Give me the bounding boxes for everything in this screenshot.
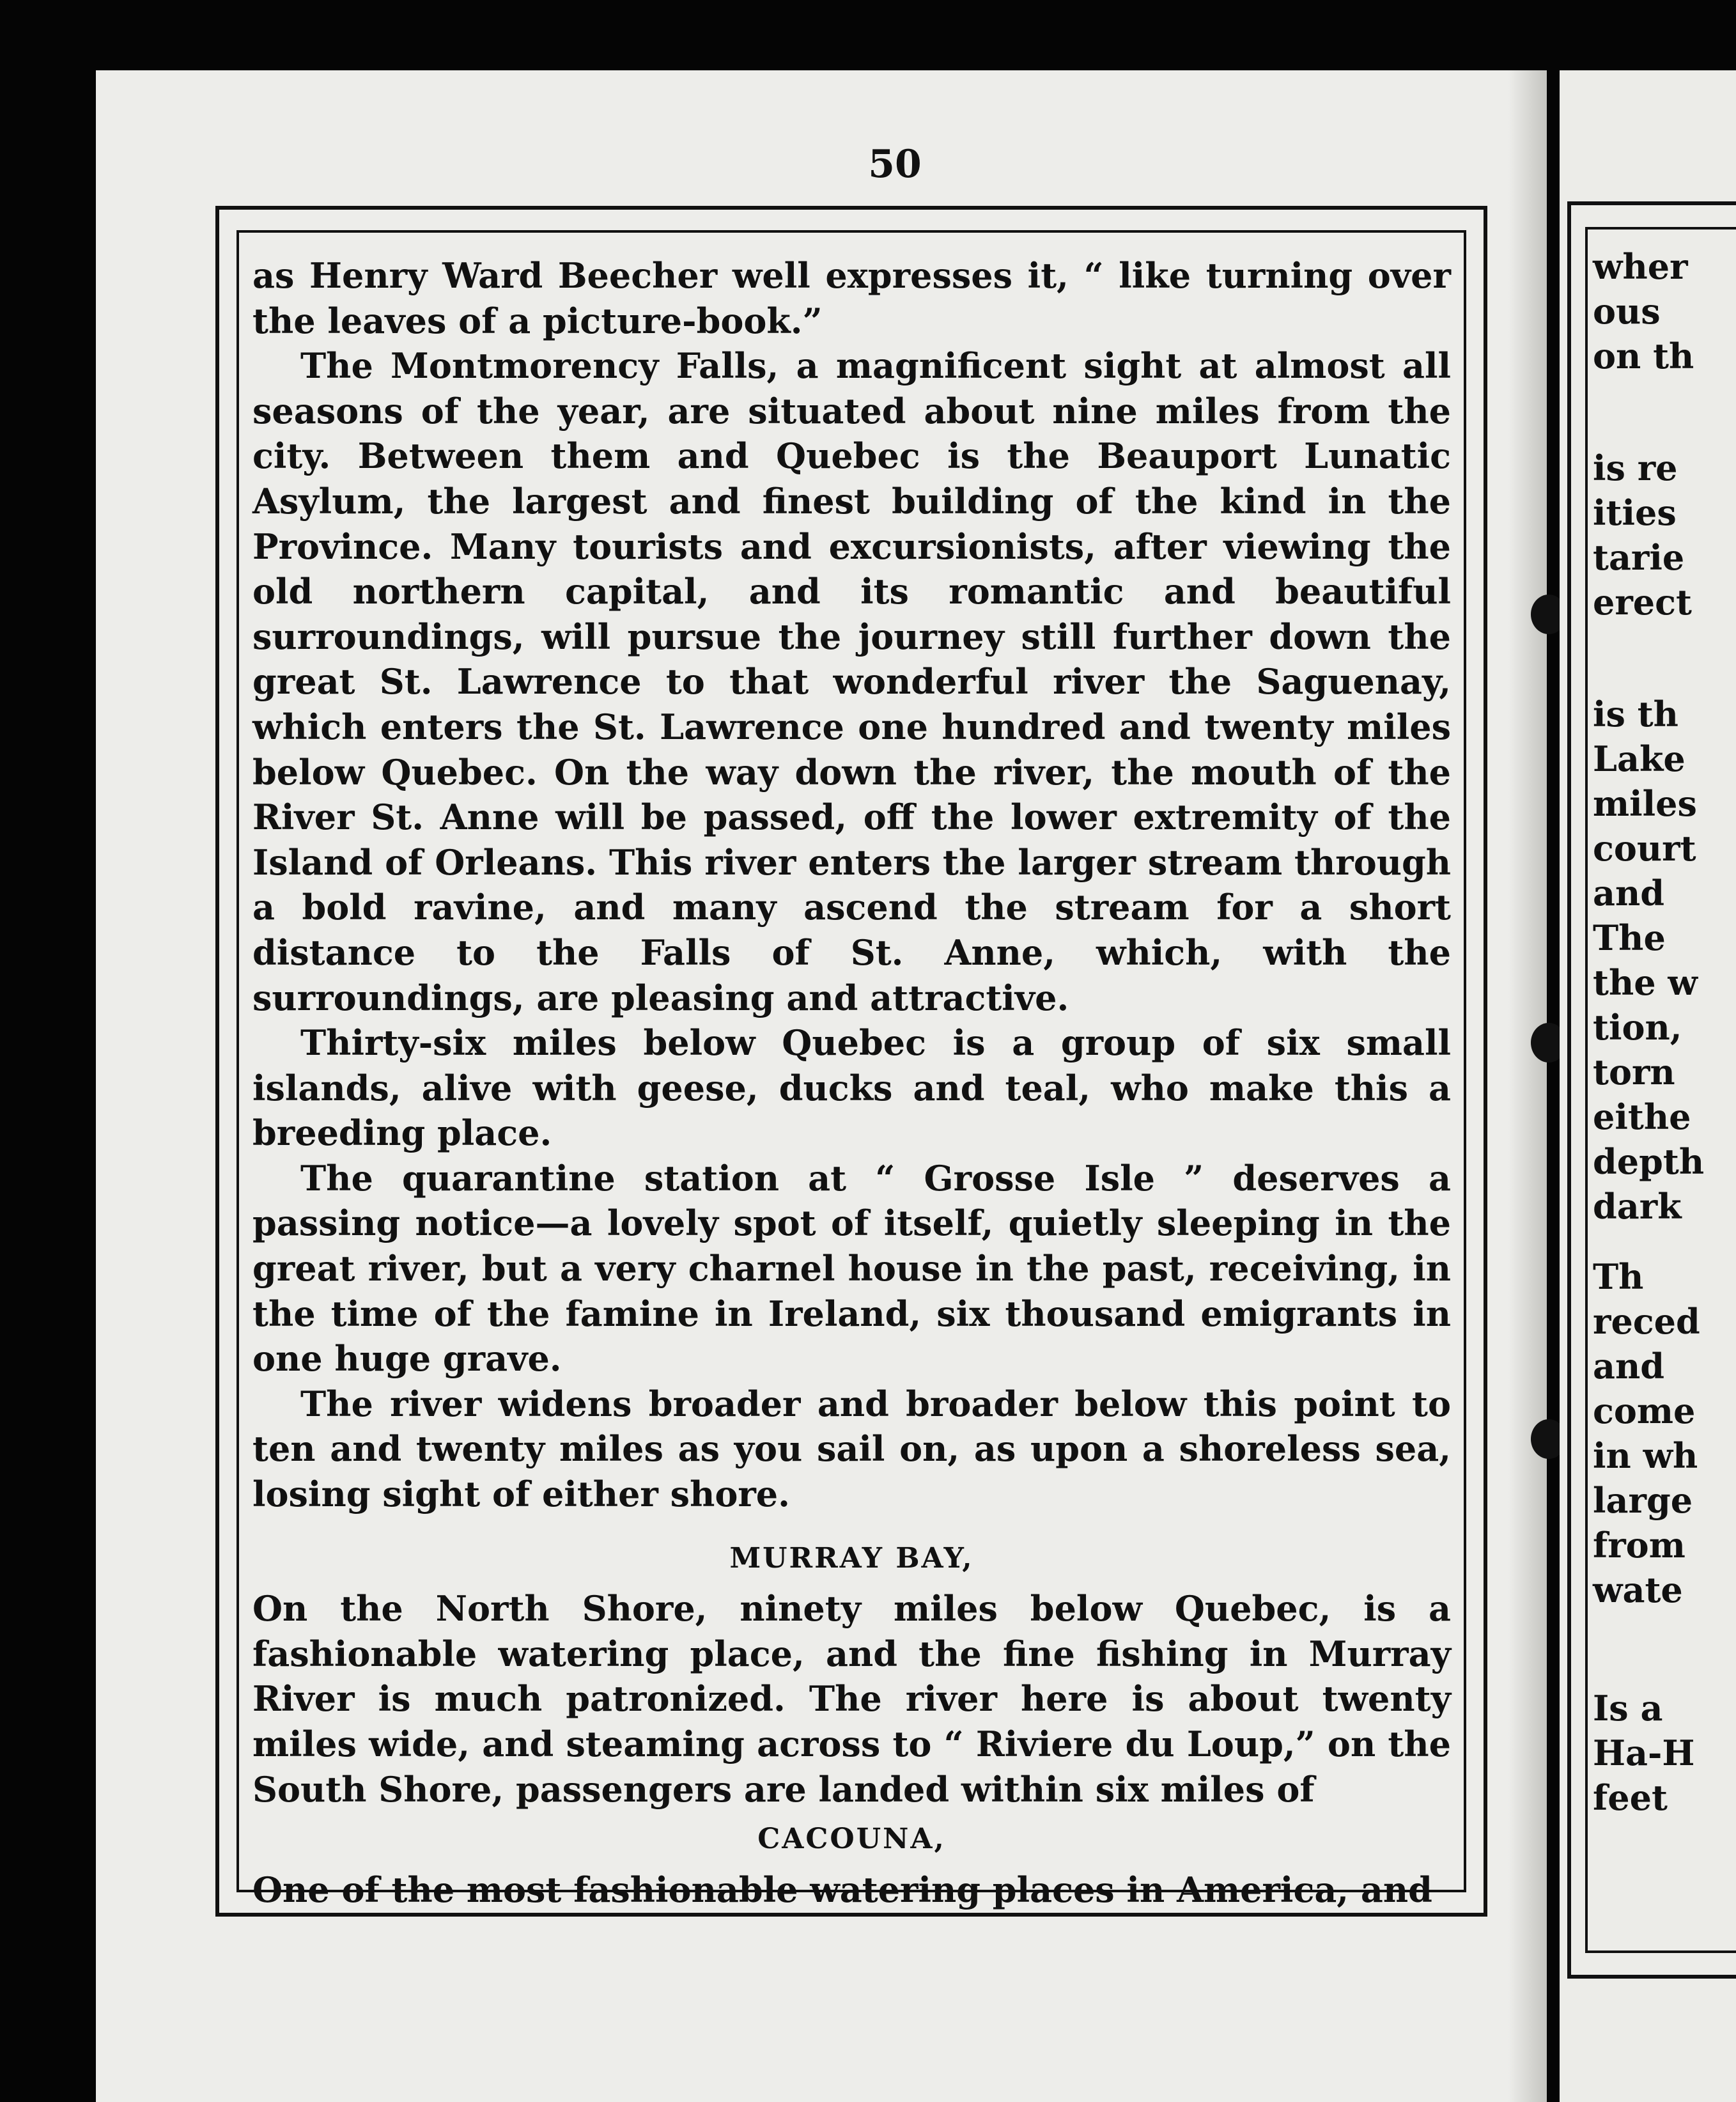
right-page-line-fragment: in wh: [1593, 1435, 1698, 1476]
right-page-line-fragment: reced: [1593, 1301, 1700, 1342]
right-page-line-fragment: large: [1593, 1480, 1693, 1521]
right-page-line-fragment: miles: [1593, 783, 1697, 824]
right-page-line-fragment: Lake: [1593, 738, 1686, 779]
page-text-body: [252, 253, 1451, 1912]
right-page-line-fragment: come: [1593, 1390, 1696, 1431]
right-page-line-fragment: on th: [1593, 336, 1694, 377]
right-page-line-fragment: tion,: [1593, 1007, 1682, 1048]
right-page-line-fragment: wher: [1593, 246, 1688, 287]
right-page-line-fragment: and: [1593, 1346, 1665, 1387]
right-page-partial: [1560, 70, 1736, 2102]
page-number: 50: [868, 142, 922, 187]
paragraph: The quarantine station at “ Grosse Isle ” deserves a passing notice—a lovely spot of itself, quietly sleeping in the great river, but a very charnel house in the past, receiving, in the time of the famine in Ireland, six thousand emigrants in one huge grave.: [252, 1157, 1451, 1380]
right-page-line-fragment: dark: [1593, 1186, 1682, 1227]
spacer: [252, 1812, 1451, 1817]
right-page-line-fragment: depth: [1593, 1141, 1705, 1182]
paragraph: The Montmorency Falls, a magnificent sight at almost all seasons of the year, are situated about nine miles from the city. Between them and Quebec is the Beauport Lunatic Asylum, the largest and finest building of the kind in the Province. Many tourists and excursionists, after viewing the old northern capital, and its romantic and beautiful surroundings, will pursue the journey still further down the great St. Lawrence to that wonderful river the Saguenay, which enters the St. Lawrence one hundred and twenty miles below Quebec. On the way down the river, the mouth of the River St. Anne will be passed, off the lower extremity of the Island of Orleans. This river enters the larger stream through a bold ravine, and many ascend the stream for a short distance to the Falls of St. Anne, which, with the surroundings, are pleasing and attractive.: [252, 345, 1451, 1018]
right-page-line-fragment: the w: [1593, 962, 1698, 1003]
right-page-line-fragment: Ha-H: [1593, 1732, 1695, 1773]
right-page-line-fragment: Th: [1593, 1256, 1644, 1297]
section-heading: CACOUNA,: [757, 1823, 946, 1856]
spacer: [252, 1517, 1451, 1536]
right-page-line-fragment: court: [1593, 828, 1696, 869]
right-page-line-fragment: and: [1593, 873, 1665, 914]
right-page-line-fragment: wate: [1593, 1569, 1683, 1610]
book-spine: [1547, 58, 1560, 2102]
right-page-line-fragment: erect: [1593, 582, 1692, 623]
right-page-line-fragment: is re: [1593, 448, 1678, 488]
paragraph: On the North Shore, ninety miles below Quebec, is a fashionable watering place, and the fine fishing in Murray River is much patronized. The river here is about twenty miles wide, and steaming across to “ Riviere du Loup,” on the South Shore, passengers are landed within six miles of: [252, 1588, 1451, 1810]
paragraph: as Henry Ward Beecher well expresses it, “ like turning over the leaves of a picture-book.”: [252, 255, 1451, 341]
spacer: [252, 1581, 1451, 1586]
spacer: [252, 1862, 1451, 1867]
section-heading: MURRAY BAY,: [729, 1541, 974, 1575]
paragraph: One of the most fashionable watering places in America, and: [252, 1869, 1432, 1910]
right-page-line-fragment: ities: [1593, 492, 1677, 533]
paragraph: The river widens broader and broader below this point to ten and twenty miles as you sail on, as upon a shoreless sea, losing sight of either shore.: [252, 1383, 1451, 1515]
right-page-line-fragment: The: [1593, 917, 1666, 958]
right-page-line-fragment: torn: [1593, 1052, 1675, 1093]
right-page-line-fragment: from: [1593, 1525, 1686, 1566]
right-page-line-fragment: Is a: [1593, 1688, 1663, 1729]
right-page-line-fragment: tarie: [1593, 537, 1685, 578]
right-page-line-fragment: is th: [1593, 694, 1678, 735]
right-page-line-fragment: eithe: [1593, 1096, 1691, 1137]
right-page-line-fragment: ous: [1593, 291, 1661, 332]
paragraph: Thirty-six miles below Quebec is a group of six small islands, alive with geese, ducks and teal, who make this a breeding place.: [252, 1022, 1451, 1154]
right-page-line-fragment: feet: [1593, 1777, 1668, 1818]
